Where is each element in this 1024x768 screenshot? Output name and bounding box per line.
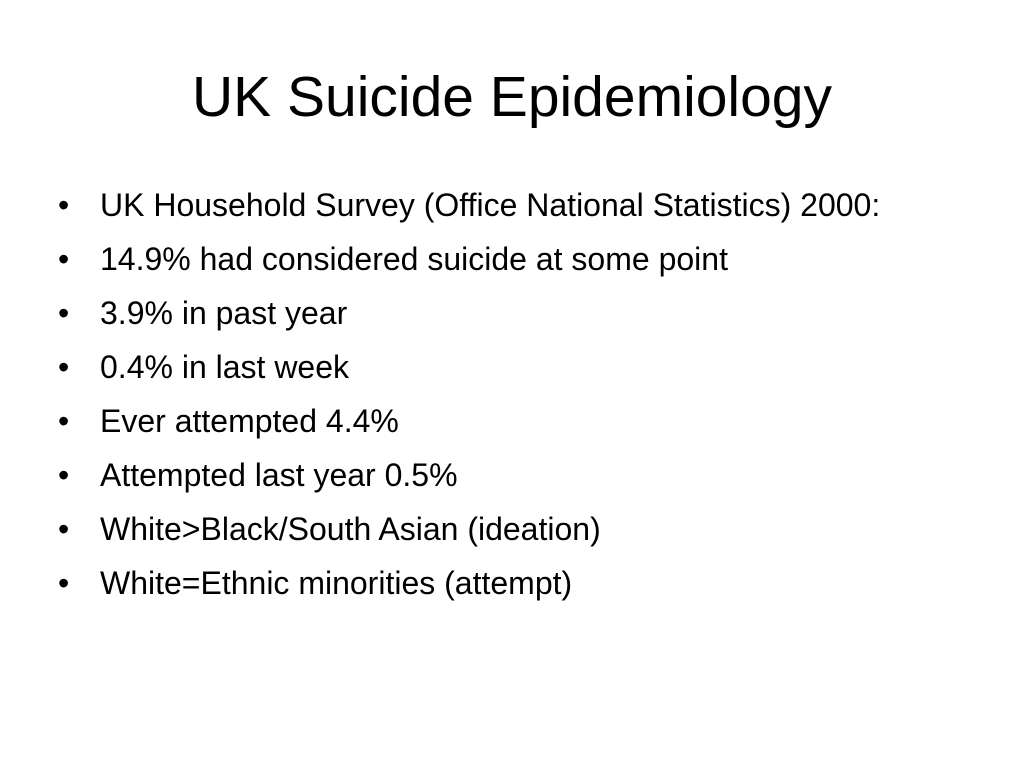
bullet-text: 3.9% in past year [100, 295, 348, 331]
bullet-dot-icon: • [58, 511, 70, 547]
bullet-text: White=Ethnic minorities (attempt) [100, 565, 573, 601]
bullet-item [58, 346, 978, 388]
bullet-dot-icon: • [58, 187, 70, 223]
bullet-list [58, 184, 978, 616]
bullet-text: UK Household Survey (Office National Statistics) 2000: [100, 187, 881, 223]
bullet-dot-icon: • [58, 403, 70, 439]
slide-title: UK Suicide Epidemiology [192, 65, 832, 129]
bullet-dot-icon: • [58, 457, 70, 493]
bullet-item [58, 454, 978, 496]
bullet-item [58, 184, 978, 226]
bullet-dot-icon: • [58, 349, 70, 385]
bullet-text: 0.4% in last week [100, 349, 350, 385]
bullet-item [58, 238, 978, 280]
bullet-text: White>Black/South Asian (ideation) [100, 511, 601, 547]
bullet-dot-icon: • [58, 565, 70, 601]
bullet-dot-icon: • [58, 241, 70, 277]
bullet-item [58, 292, 978, 334]
bullet-text: Attempted last year 0.5% [100, 457, 458, 493]
bullet-text: Ever attempted 4.4% [100, 403, 399, 439]
bullet-item [58, 562, 978, 604]
bullet-dot-icon: • [58, 295, 70, 331]
bullet-text: 14.9% had considered suicide at some point [100, 241, 728, 277]
bullet-item [58, 508, 978, 550]
bullet-item [58, 400, 978, 442]
